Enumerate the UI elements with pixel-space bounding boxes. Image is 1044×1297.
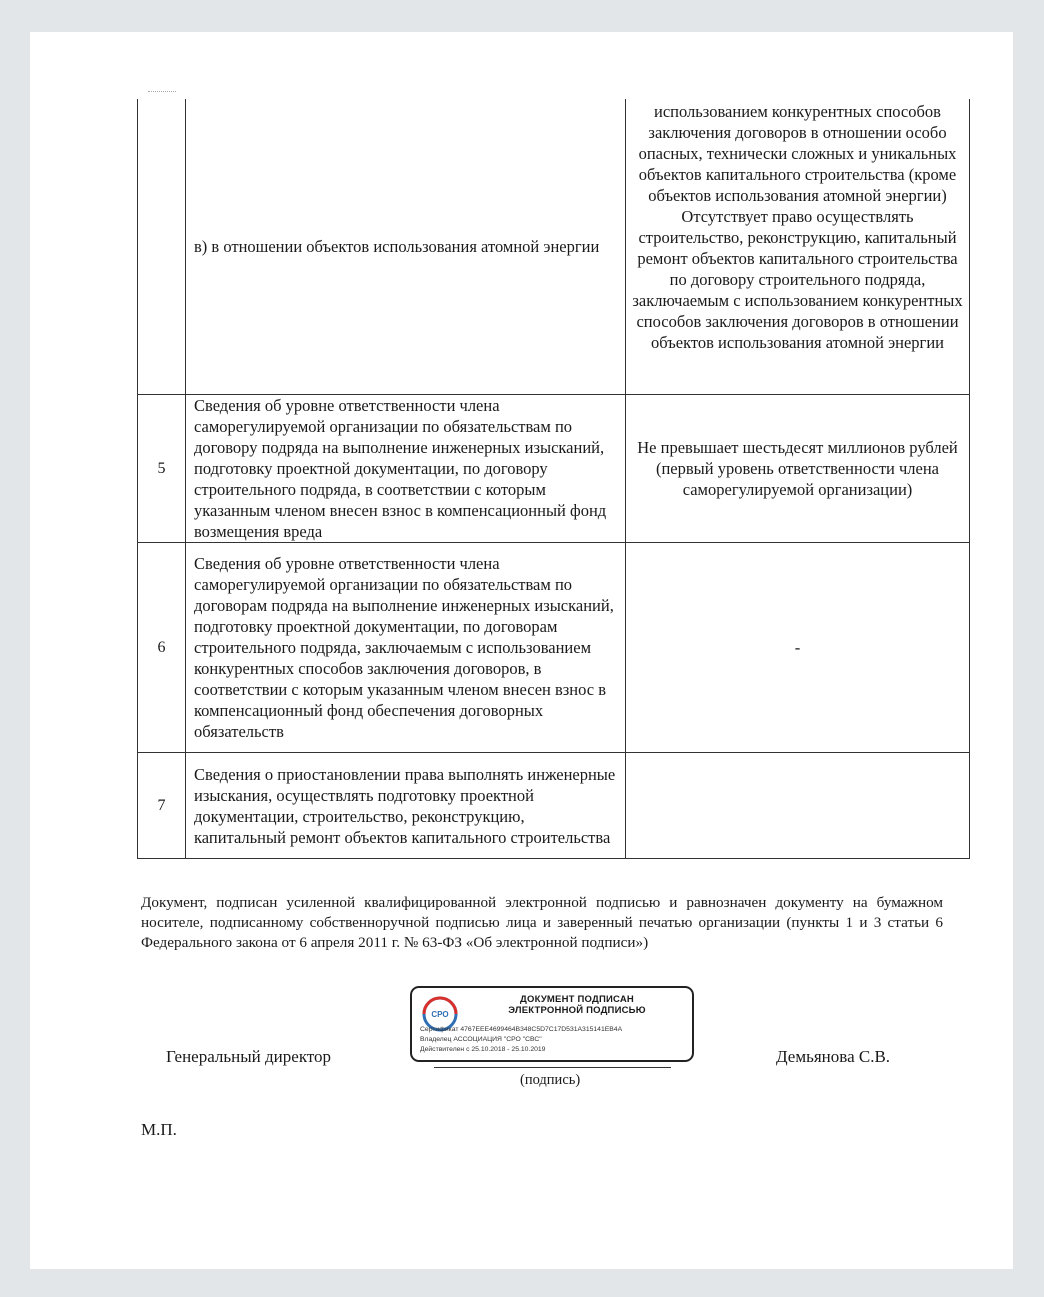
stamp-owner: Владелец АССОЦИАЦИЯ "СРО "СВС" [420,1036,542,1043]
row-value [626,99,970,395]
stamp-certificate: Сертификат 4767EEE4699464B348C5D7C17D531A315141EB4A [420,1026,623,1033]
signer-name: Демьянова С.В. [776,1047,891,1066]
electronic-signature-stamp [410,986,694,1062]
row-number: 7 [138,753,186,859]
row-description: в) в отношении объектов использования атомной энергии [186,99,626,395]
row-description: Сведения об уровне ответственности члена саморегулируемой организации по обязательствам по договору подряда на выполнение инженерных изысканий, подготовку проектной документации, по договору строительного подряда, в соответствии с которым указанным членом внесен взнос в компенсационный фонд возмещения вреда [186,395,626,543]
svg-text:СРО: СРО [431,1010,449,1019]
table-row [138,753,970,859]
row-value-text [632,101,963,353]
stamp-validity: Действителен с 25.10.2018 - 25.10.2019 [420,1046,546,1053]
row-number [138,99,186,395]
stamp-title-line2: ЭЛЕКТРОННОЙ ПОДПИСЬЮ [508,1005,646,1016]
signature-line [434,1067,671,1068]
document-page [30,32,1013,1269]
row-description: Сведения о приостановлении права выполнять инженерные изыскания, осуществлять подготовку проектной документации, строительство, реконструкцию, капитальный ремонт объектов капитального строительства [186,753,626,859]
table-row [138,99,970,395]
row-value-paragraph: Отсутствует право осуществлять строительство, реконструкцию, капитальный ремонт объектов капитального строительства по договору строительного подряда, заключаемым с использованием конкурентных способов заключения договоров в отношении объектов использования атомной энергии [632,207,963,352]
row-description: Сведения об уровне ответственности члена саморегулируемой организации по обязательствам по договорам подряда на выполнение инженерных изысканий, подготовку проектной документации, по договорам строительного подряда, заключаемым с использованием конкурентных способов заключения договоров, в соответствии с которым указанным членом внесен взнос в компенсационный фонд обеспечения договорных обязательств [186,543,626,753]
stamp-title-line1: ДОКУМЕНТ ПОДПИСАН [520,994,634,1005]
signature-legal-note: Документ, подписан усиленной квалифицированной электронной подписью и равнозначен документу на бумажном носителе, подписанному собственноручной подписью лица и заверенный печатью организации (пункты 1 и 3 статьи 6 Федерального закона от 6 апреля 2011 г. № 63-ФЗ «Об электронной подписи») [141,894,943,951]
row-number: 6 [138,543,186,753]
signer-role: Генеральный директор [166,1047,332,1066]
signature-caption: (подпись) [520,1072,581,1088]
row-value-paragraph: использованием конкурентных способов заключения договоров в отношении особо опасных, технически сложных и уникальных объектов капитального строительства (кроме объектов использования атомной энергии) [638,102,957,205]
row-value: Не превышает шестьдесят миллионов рублей (первый уровень ответственности члена саморегулируемой организации) [626,395,970,543]
row-value [626,753,970,859]
info-table [137,99,970,859]
stamp-title [472,994,682,1016]
row-number: 5 [138,395,186,543]
table-row [138,395,970,543]
seal-place-label: М.П. [141,1120,177,1139]
table-row [138,543,970,753]
cut-mark [148,91,176,92]
row-value: - [626,543,970,753]
